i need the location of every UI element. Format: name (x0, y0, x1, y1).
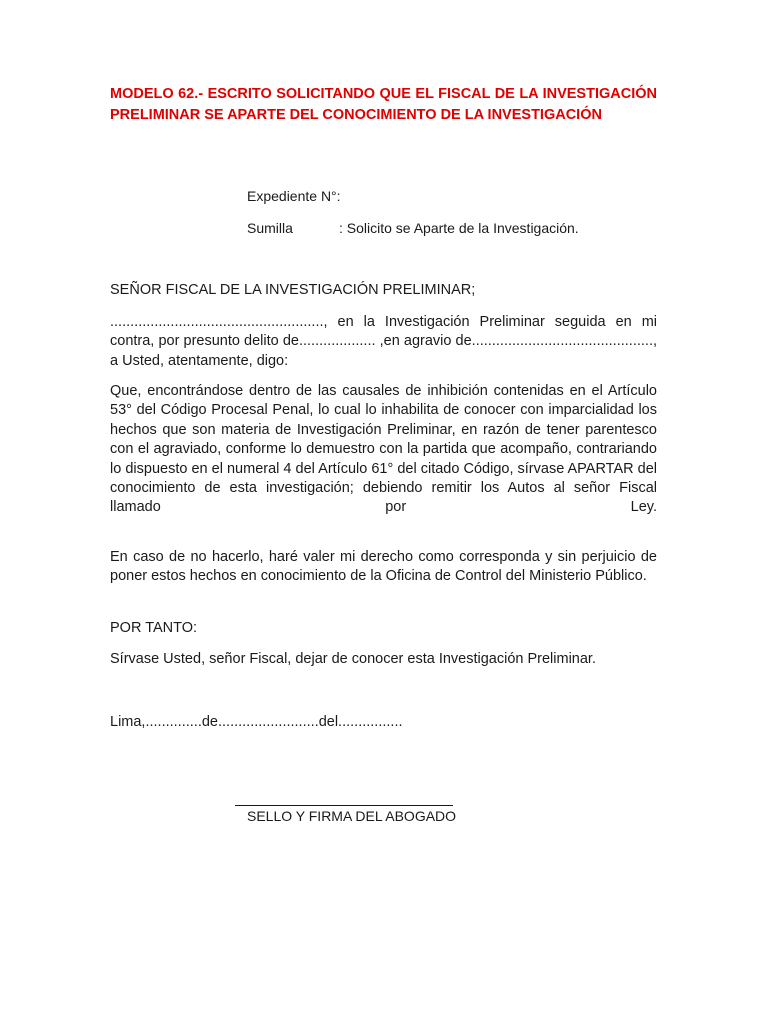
paragraph-intro: ....................................................., en la Investigación Preliminar seguida en mi contra, por presunto delito de................... ,en agravio de............................................., a Usted, atentamente, digo: (110, 314, 657, 369)
signature-label: SELLO Y FIRMA DEL ABOGADO (247, 808, 457, 824)
date-line: Lima,..............de.........................del................ (110, 714, 403, 730)
salutation: SEÑOR FISCAL DE LA INVESTIGACIÓN PRELIMINAR; (110, 282, 476, 298)
sumilla-value: : Solicito se Aparte de la Investigación. (339, 220, 579, 236)
sumilla-row (247, 219, 579, 237)
paragraph-warning: En caso de no hacerlo, haré valer mi derecho como corresponda y sin perjuicio de poner estos hechos en conocimiento de la Oficina de Control del Ministerio Público. (110, 549, 657, 585)
expediente-field: Expediente N°: (247, 188, 341, 204)
request-line: Sírvase Usted, señor Fiscal, dejar de conocer esta Investigación Preliminar. (110, 651, 596, 667)
paragraph-grounds: Que, encontrándose dentro de las causales de inhibición contenidas en el Artículo 53° del Código Procesal Penal, lo cual lo inhabilita de conocer con imparcialidad los hechos que son materia de Investigación Preliminar, en razón de tener parentesco con el agraviado, conforme lo demuestro con la partida que acompaño, contrariando lo dispuesto en el numeral 4 del Artículo 61° del citado Código, sírvase APARTAR del conocimiento de esta investigación; debiendo remitir los Autos al señor Fiscal llamado por Ley. (110, 383, 657, 516)
signature-line (235, 805, 453, 806)
por-tanto-heading: POR TANTO: (110, 620, 198, 636)
document-title: MODELO 62.- ESCRITO SOLICITANDO QUE EL FISCAL DE LA INVESTIGACIÓN PRELIMINAR SE APARTE DEL CONOCIMIENTO DE LA INVESTIGACIÓN (110, 86, 657, 123)
sumilla-label: Sumilla (247, 220, 293, 236)
